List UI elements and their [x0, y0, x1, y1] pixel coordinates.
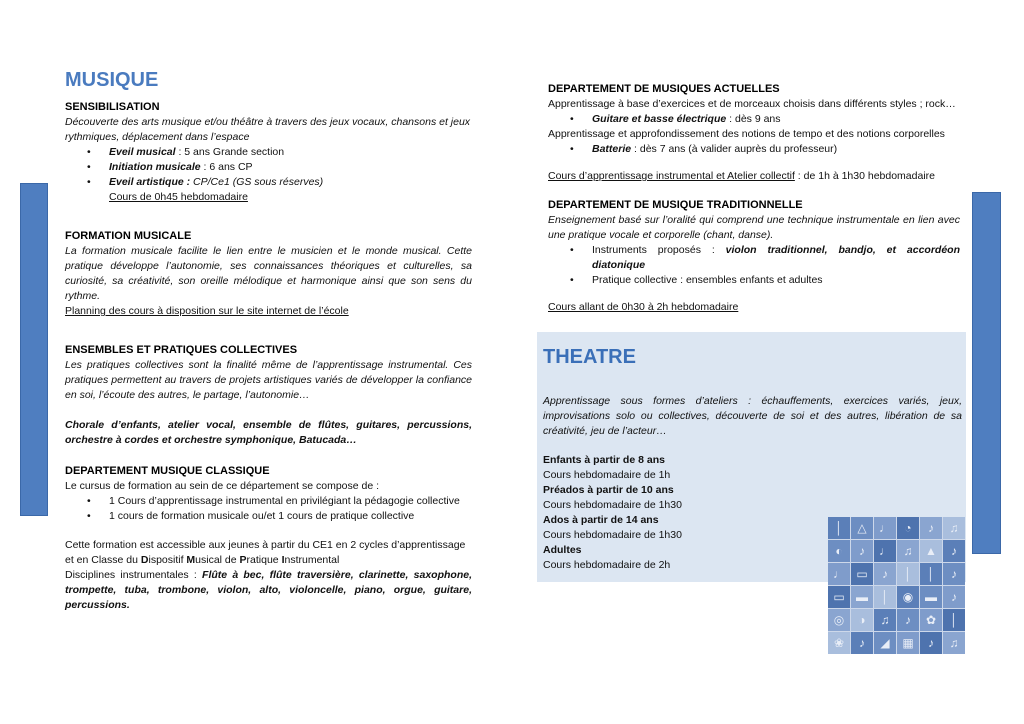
chalice-icon: ♩	[874, 540, 896, 562]
classique-section	[65, 464, 472, 613]
traditionnelle-list	[548, 243, 960, 288]
formation-planning-link[interactable]: Planning des cours à disposition sur le site internet de l’école	[65, 305, 349, 317]
formation-section	[65, 229, 472, 319]
saxophone-icon: ♫	[897, 540, 919, 562]
violin-icon: ♪	[943, 563, 965, 585]
list-item	[592, 112, 960, 127]
ensembles-section	[65, 343, 472, 448]
classique-access-line: Cette formation est accessible aux jeunes à partir du CE1 en 2 cycles d’apprentissage	[65, 539, 466, 551]
left-column	[65, 66, 472, 613]
item-detail: : 5 ans Grande section	[175, 146, 285, 158]
tambourine-icon: ◐	[828, 540, 850, 562]
group-detail: Cours hebdomadaire de 1h30	[543, 529, 682, 541]
trumpet-icon: ♪	[874, 563, 896, 585]
bassoon-icon: │	[874, 586, 896, 608]
drum-icon: ◉	[897, 586, 919, 608]
acronym-letter: M	[186, 554, 196, 566]
french-horn-icon: ❀	[828, 632, 850, 654]
musique-title: MUSIQUE	[65, 69, 159, 91]
violin-icon: ♪	[943, 540, 965, 562]
acronym-letter: D	[140, 554, 149, 566]
list-item: • Pratique collective : ensembles enfants et adultes	[592, 273, 960, 288]
right-decorative-bar	[972, 192, 1001, 554]
item-detail: : dès 7 ans (à valider auprès du professeur)	[631, 143, 838, 155]
item-detail: : dès 9 ans	[726, 113, 781, 125]
cymbal-icon: ♪	[920, 517, 942, 539]
sensibilisation-duration: Cours de 0h45 hebdomadaire	[109, 191, 248, 203]
sensibilisation-intro: Découverte des arts musique et/ou théâtre à travers des jeux vocaux, chansons et jeux rythmiques, déplacement dans l’espace	[65, 116, 471, 143]
flute-icon: │	[897, 563, 919, 585]
clarinet-icon: │	[943, 609, 965, 631]
cello-icon: ♪	[920, 632, 942, 654]
group-detail: Cours hebdomadaire de 2h	[543, 559, 671, 571]
piano-icon: ♫	[874, 609, 896, 631]
group-label: Ados à partir de 14 ans	[543, 514, 659, 526]
classique-list	[65, 494, 472, 524]
list-item: • 1 Cours d’apprentissage instrumental en privilégiant la pédagogie collective	[109, 494, 472, 509]
bell-icon: ♫	[943, 517, 965, 539]
item-name: Batterie	[592, 143, 632, 155]
disciplines-label: Disciplines instrumentales :	[65, 569, 203, 581]
list-item	[592, 142, 960, 157]
acronym-letter: P	[239, 554, 247, 566]
drum-icon: ◔	[897, 517, 919, 539]
actuelles-list-1	[548, 112, 960, 127]
actuelles-footer-link[interactable]: Cours d’apprentissage instrumental et Atelier collectif	[548, 170, 795, 182]
left-decorative-bar	[20, 183, 48, 516]
formation-heading: FORMATION MUSICALE	[65, 230, 192, 242]
theatre-text: Apprentissage sous formes d’ateliers : échauffements, exercices variés, jeux, improvisations solo ou collectives, découverte de soi et des autres, libération de sa créativité, jeu de l’acteur…	[543, 395, 962, 437]
classique-cycle-line	[65, 553, 472, 568]
clarinet-icon: ♩	[874, 517, 896, 539]
ensembles-heading: ENSEMBLES ET PRATIQUES COLLECTIVES	[65, 344, 298, 356]
item-detail: CP/Ce1 (GS sous réserves)	[190, 176, 324, 188]
group-detail: Cours hebdomadaire de 1h30	[543, 499, 682, 511]
cello-icon: ♪	[943, 586, 965, 608]
harp-icon: ♪	[851, 540, 873, 562]
group-label: Adultes	[543, 544, 582, 556]
item-name: Eveil musical	[109, 146, 176, 158]
item-detail: : 6 ans CP	[200, 161, 253, 173]
actuelles-heading: DEPARTEMENT DE MUSIQUES ACTUELLES	[548, 83, 780, 95]
actuelles-footer	[548, 169, 960, 184]
right-column	[548, 82, 960, 315]
oboe-icon: │	[920, 563, 942, 585]
accordion-icon: ♪	[897, 609, 919, 631]
classique-intro: Le cursus de formation au sein de ce département se compose de :	[65, 480, 380, 492]
actuelles-line1: Apprentissage à base d’exercices et de morceaux choisis dans différents styles ; rock…	[548, 98, 956, 110]
panpipe-icon: ▭	[828, 586, 850, 608]
harmonica-icon: ▬	[851, 586, 873, 608]
instrument-icon-mosaic	[828, 517, 965, 654]
actuelles-list-2	[548, 142, 960, 157]
xylophone-icon: ▬	[920, 586, 942, 608]
item-name: Guitare et basse électrique	[592, 113, 727, 125]
acronym-word: nstrumental	[284, 554, 340, 566]
horn-icon: ◑	[851, 609, 873, 631]
traditionnelle-footer: Cours allant de 0h30 à 2h hebdomadaire	[548, 301, 739, 313]
group-label: Préados à partir de 10 ans	[543, 484, 674, 496]
actuelles-footer-detail: : de 1h à 1h30 hebdomadaire	[794, 170, 935, 182]
list-item	[109, 145, 472, 160]
list-item	[592, 243, 960, 273]
acronym-letter: I	[281, 554, 285, 566]
traditionnelle-heading: DEPARTEMENT DE MUSIQUE TRADITIONNELLE	[548, 199, 803, 211]
disciplines-list: Flûte à bec, flûte traversière, clarinette, saxophone, trompette, tuba, trombone, violon, alto, violoncelle, piano, orgue, guitare, percussions.	[65, 569, 472, 611]
triangle-icon: △	[851, 517, 873, 539]
disciplines-line	[65, 568, 472, 613]
ensembles-text: Les pratiques collectives sont la finalité même de l’apprentissage instrumental. Ces pratiques permettent au travers de projets artistiques variés de développer la confiance en soi, l’écoute des autres, le partage, l’autonomie…	[65, 359, 472, 401]
drumset-icon: ▦	[897, 632, 919, 654]
ensembles-list: Chorale d’enfants, atelier vocal, ensemble de flûtes, guitares, percussions, orchestre à cordes et orchestre symphonique, Batucada…	[65, 419, 472, 446]
tuba-icon: ◎	[828, 609, 850, 631]
item-label: Instruments proposés :	[592, 244, 726, 256]
saxophone-icon: ♫	[943, 632, 965, 654]
keyboard-icon: ▭	[851, 563, 873, 585]
theatre-groups	[543, 453, 813, 573]
metronome-icon: ▲	[920, 540, 942, 562]
theatre-title: THEATRE	[543, 346, 636, 368]
group-label: Enfants à partir de 8 ans	[543, 454, 665, 466]
traditionnelle-section	[548, 198, 960, 315]
flute-icon: │	[828, 517, 850, 539]
traditionnelle-text: Enseignement basé sur l’oralité qui comprend une technique instrumentale en lien avec une pratique vocale et corporelle (chant, danse).	[548, 214, 960, 241]
item-value: violon traditionnel, bandjo, et accordéon diatonique	[592, 244, 960, 271]
list-item	[109, 160, 472, 175]
sensibilisation-section	[65, 100, 472, 205]
guitar-icon: ♩	[828, 563, 850, 585]
classique-heading: DEPARTEMENT MUSIQUE CLASSIQUE	[65, 465, 270, 477]
group-detail: Cours hebdomadaire de 1h	[543, 469, 671, 481]
maracas-icon: ✿	[920, 609, 942, 631]
sensibilisation-list	[65, 145, 472, 190]
list-item: • 1 cours de formation musicale ou/et 1 cours de pratique collective	[109, 509, 472, 524]
formation-text: La formation musicale facilite le lien entre le musicien et le monde musical. Cette pratique développe l’autonomie, ses connaissances théoriques et culturelles, sa curiosité, sa créativité, son oreille mélodique et harmonique ainsi que son sens du rythme.	[65, 245, 472, 302]
cycle-prefix: et en Classe du	[65, 554, 141, 566]
actuelles-section	[548, 82, 960, 184]
list-item	[109, 175, 472, 190]
sensibilisation-heading: SENSIBILISATION	[65, 101, 160, 113]
item-name: Initiation musicale	[109, 161, 201, 173]
acronym-word: ratique	[246, 554, 282, 566]
item-name: Eveil artistique :	[109, 176, 191, 188]
actuelles-line2: Apprentissage et approfondissement des notions de tempo et des notions corporelles	[548, 128, 945, 140]
bell-icon: ♪	[851, 632, 873, 654]
acronym-word: ispositif	[148, 554, 187, 566]
grand-piano-icon: ◢	[874, 632, 896, 654]
acronym-word: usical de	[195, 554, 240, 566]
